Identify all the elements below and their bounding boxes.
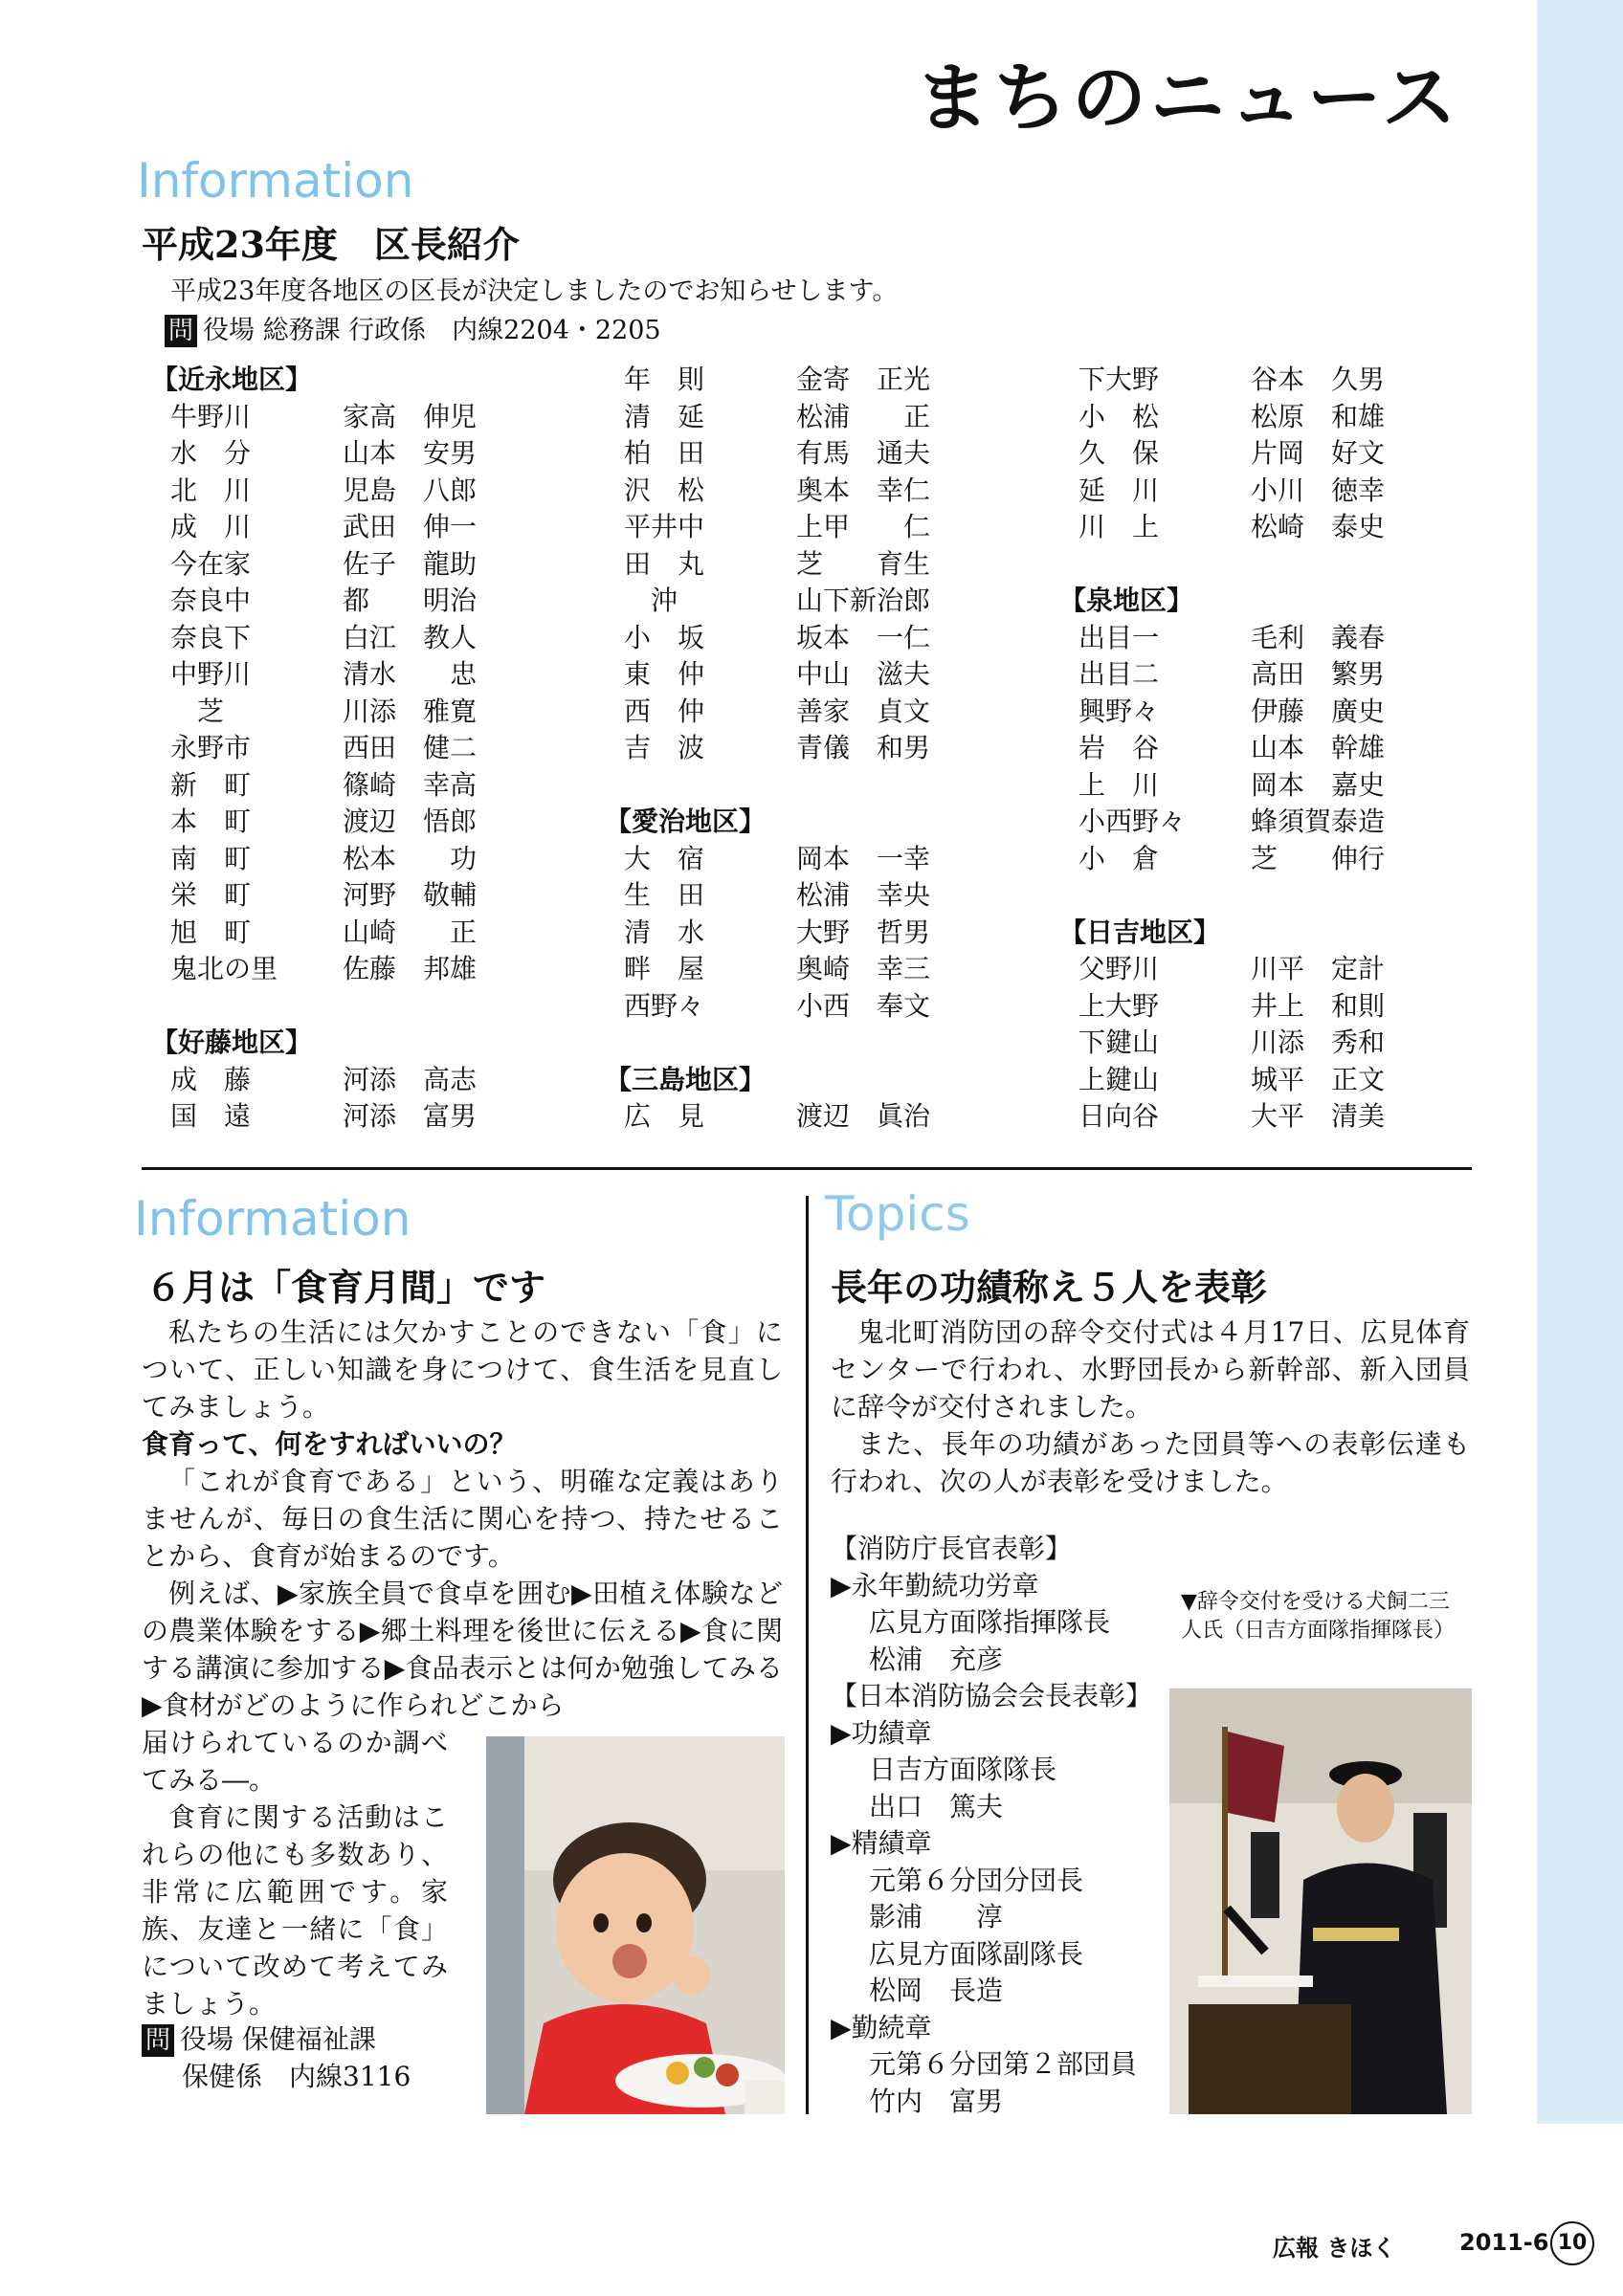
food-education-contact: [142, 2020, 448, 2095]
head-name: 伊藤 廣史: [1251, 695, 1386, 727]
district-heading: [605, 1062, 1026, 1099]
award-heading: ▶精績章: [831, 1827, 932, 1859]
area-name: 広 見: [624, 1100, 705, 1132]
area-name: 南 町: [170, 842, 252, 874]
district-row: [170, 399, 572, 436]
district-row: [170, 951, 572, 988]
area-name: 興野々: [1078, 695, 1160, 727]
head-name: 篠崎 幸高: [343, 768, 478, 801]
food-education-body-narrow: [142, 1724, 448, 2022]
head-name: 松本 功: [343, 842, 478, 874]
head-name: 青儀 和男: [796, 732, 931, 763]
area-name: 出目一: [1078, 621, 1160, 653]
district-row: [1078, 951, 1480, 988]
footer-issue: 2011-6: [1459, 2229, 1549, 2256]
area-name: 牛野川: [170, 400, 252, 432]
area-name: 清 水: [624, 916, 705, 948]
child-eating-photo: [486, 1736, 785, 2114]
ceremony-photo-illustration: [1169, 1689, 1472, 2114]
award-heading: ▶永年勤続功労章: [831, 1569, 1039, 1601]
district-row: [1078, 473, 1480, 510]
award-entry: 出口 篤夫: [869, 1790, 1004, 1822]
area-name: 大 宿: [624, 842, 705, 874]
area-name: 小 松: [1078, 400, 1160, 432]
district-row: [624, 730, 1026, 767]
district-row: [170, 435, 572, 473]
district-heading: [151, 1025, 572, 1062]
head-name: 芝 育生: [796, 547, 931, 580]
district-column-2: [605, 362, 1026, 1136]
district-heads-headline: 平成23年度 区長紹介: [142, 223, 520, 266]
head-name: 西田 健二: [343, 732, 478, 763]
area-name: 奈良下: [170, 621, 252, 653]
district-row: [624, 620, 1026, 657]
district-row: [1078, 362, 1480, 399]
food-education-p4: 食育に関する活動はこれらの他にも多数あり、非常に広範囲です。家族、友達と一緒に「食」について改めて考えてみましょう。: [142, 1801, 448, 2020]
head-name: 山本 安男: [343, 437, 478, 469]
district-row: [1078, 988, 1480, 1026]
head-name: 芝 伸行: [1251, 842, 1386, 874]
contact-line-2: 保健係 内線3116: [182, 2061, 411, 2092]
area-name: 旭 町: [170, 916, 252, 948]
district-row: [624, 1098, 1026, 1136]
district-row: [1078, 730, 1480, 767]
spacer-row: [170, 988, 572, 1026]
head-name: 山下新治郎: [796, 585, 931, 616]
district-row: [170, 620, 572, 657]
area-name: 出目二: [1078, 658, 1160, 690]
area-name: 水 分: [170, 437, 252, 469]
district-heads-intro: 平成23年度各地区の区長が決定しましたのでお知らせします。: [170, 276, 899, 306]
head-name: 家高 伸児: [343, 400, 478, 432]
area-name: 生 田: [624, 879, 705, 911]
award-entry: 元第６分団第２部団員: [869, 2048, 1138, 2080]
area-name: 柏 田: [624, 437, 705, 469]
head-name: 山崎 正: [343, 916, 478, 948]
district-row: [170, 915, 572, 952]
district-row: [1078, 694, 1480, 731]
page-number: 10: [1550, 2221, 1594, 2265]
head-name: 上甲 仁: [796, 511, 931, 542]
area-name: 上大野: [1078, 989, 1160, 1022]
district-row: [170, 1062, 572, 1099]
head-name: 坂本 一仁: [796, 621, 931, 653]
spacer-row: [1078, 877, 1480, 915]
spacer-row: [624, 767, 1026, 805]
award-heading: 【消防庁長官表彰】: [831, 1533, 1073, 1564]
area-name: 奈良中: [170, 585, 252, 616]
district-heading-text: 【泉地区】: [1059, 585, 1194, 616]
district-row: [170, 730, 572, 767]
district-heading-text: 【好藤地区】: [151, 1027, 313, 1058]
head-name: 大野 哲男: [796, 916, 931, 948]
award-list: [831, 1531, 1175, 2120]
food-education-p1: 私たちの生活には欠かすことのできない「食」について、正しい知識を身につけて、食生活を見直してみましょう。: [142, 1316, 783, 1423]
horizontal-divider: [142, 1167, 1472, 1170]
area-name: 芝: [170, 695, 225, 727]
head-name: 川添 秀和: [1251, 1027, 1386, 1058]
district-row: [624, 473, 1026, 510]
head-name: 児島 八郎: [343, 474, 478, 506]
area-name: 畔 屋: [624, 953, 705, 984]
award-entry: 松浦 充彦: [869, 1643, 1004, 1675]
award-entry: 元第６分団分団長: [869, 1864, 1084, 1896]
area-name: 下大野: [1078, 364, 1160, 395]
commendation-body: [831, 1314, 1470, 1500]
area-name: 下鍵山: [1078, 1027, 1160, 1058]
head-name: 城平 正文: [1251, 1063, 1386, 1095]
award-entry: 日吉方面隊隊長: [869, 1754, 1057, 1785]
head-name: 清水 忠: [343, 658, 478, 690]
head-name: 谷本 久男: [1251, 364, 1386, 395]
head-name: 松原 和雄: [1251, 400, 1386, 432]
head-name: 中山 滋夫: [796, 658, 931, 690]
head-name: 岡本 一幸: [796, 842, 931, 874]
district-row: [1078, 620, 1480, 657]
district-heading-text: 【近永地区】: [151, 364, 313, 395]
head-name: 渡辺 眞治: [796, 1100, 931, 1132]
head-name: 奥本 幸仁: [796, 474, 931, 506]
area-name: 父野川: [1078, 953, 1160, 984]
contact-line-1: 役場 保健福祉課: [180, 2023, 376, 2055]
head-name: 小西 奉文: [796, 989, 931, 1022]
commendation-p1: 鬼北町消防団の辞令交付式は４月17日、広見体育センターで行われ、水野団長から新幹部、新入団員に辞令が交付されました。: [831, 1316, 1470, 1423]
award-entry: 影浦 淳: [869, 1901, 1004, 1932]
district-column-1: [151, 362, 572, 1136]
district-heading-text: 【三島地区】: [605, 1063, 767, 1095]
district-heading-text: 【愛治地区】: [605, 806, 767, 837]
award-entry: 広見方面隊副隊長: [869, 1937, 1084, 1970]
district-row: [1078, 1098, 1480, 1136]
head-name: 河添 富男: [343, 1100, 478, 1132]
area-name: 延 川: [1078, 474, 1160, 506]
head-name: 片岡 好文: [1251, 437, 1386, 469]
district-row: [170, 473, 572, 510]
district-row: [624, 583, 1026, 620]
district-row: [1078, 1025, 1480, 1062]
district-row: [624, 656, 1026, 694]
child-photo-illustration: [486, 1736, 785, 2114]
head-name: 毛利 義春: [1251, 621, 1386, 653]
head-name: 武田 伸一: [343, 511, 478, 542]
head-name: 川平 定計: [1251, 953, 1386, 984]
area-name: 久 保: [1078, 437, 1160, 469]
head-name: 小川 徳幸: [1251, 474, 1386, 506]
award-entry: 広見方面隊指揮隊長: [869, 1606, 1111, 1638]
section-label-information: Information: [137, 153, 414, 209]
award-heading: ▶功績章: [831, 1716, 932, 1749]
district-heading: [1059, 583, 1480, 620]
district-row: [170, 767, 572, 805]
district-row: [170, 546, 572, 584]
head-name: 岡本 嘉史: [1251, 768, 1386, 801]
area-name: 永野市: [170, 732, 252, 763]
district-heading: [1059, 915, 1480, 952]
area-name: 成 川: [170, 511, 252, 542]
area-name: 北 川: [170, 474, 252, 506]
district-row: [624, 546, 1026, 584]
area-name: 吉 波: [624, 732, 705, 763]
area-name: 日向谷: [1078, 1100, 1160, 1132]
district-row: [170, 804, 572, 841]
head-name: 佐子 龍助: [343, 547, 478, 580]
head-name: 奥崎 幸三: [796, 953, 931, 984]
district-row: [624, 841, 1026, 878]
food-education-headline: ６月は「食育月間」です: [145, 1266, 546, 1309]
area-name: 清 延: [624, 400, 705, 432]
district-row: [1078, 804, 1480, 841]
page-title: まちのニュース: [914, 55, 1460, 142]
food-education-p2: 「これが食育である」という、明確な定義はありませんが、毎日の食生活に関心を持つ、持たせることから、食育が始まるのです。: [142, 1466, 783, 1572]
area-name: 新 町: [170, 768, 252, 801]
district-row: [170, 656, 572, 694]
district-row: [170, 694, 572, 731]
commendation-p2: また、長年の功績があった団員等への表彰伝達も行われ、次の人が表彰を受けました。: [831, 1428, 1470, 1497]
photo-caption: ▼辞令交付を受ける犬飼二三人氏（日吉方面隊指揮隊長）: [1181, 1590, 1456, 1643]
section-label-topics: Topics: [825, 1186, 970, 1242]
area-name: 上鍵山: [1078, 1063, 1160, 1095]
head-name: 河野 敬輔: [343, 879, 478, 911]
area-name: 小 坂: [624, 621, 705, 653]
district-row: [170, 509, 572, 546]
award-entry: 竹内 富男: [869, 2085, 1004, 2117]
district-row: [624, 915, 1026, 952]
food-education-subhead: 食育って、何をすればいいの？: [142, 1428, 517, 1460]
district-heading-text: 【日吉地区】: [1059, 916, 1221, 948]
fire-ceremony-photo: [1169, 1689, 1472, 2114]
award-entry: 松岡 長造: [869, 1975, 1004, 2006]
district-row: [170, 841, 572, 878]
area-name: 上 川: [1078, 768, 1160, 801]
area-name: 栄 町: [170, 879, 252, 911]
district-heading: [605, 804, 1026, 841]
area-name: 東 仲: [624, 658, 705, 690]
district-row: [1078, 767, 1480, 805]
head-name: 川添 雅寛: [343, 695, 478, 727]
food-education-p3: 例えば、▶家族全員で食卓を囲む▶田植え体験などの農業体験をする▶郷土料理を後世に伝える▶食に関する講演に参加する▶食品表示とは何か勉強してみる▶食材がどのように作られどこから: [142, 1578, 783, 1721]
commendation-headline: 長年の功績称え５人を表彰: [831, 1266, 1268, 1309]
district-row: [624, 435, 1026, 473]
district-heads-contact: [165, 312, 661, 350]
area-name: 本 町: [170, 806, 252, 837]
district-row: [624, 362, 1026, 399]
area-name: 田 丸: [624, 547, 705, 580]
district-row: [1078, 435, 1480, 473]
head-name: 佐藤 邦雄: [343, 953, 478, 984]
contact-text: 役場 総務課 行政係 内線2204・2205: [203, 316, 661, 345]
district-row: [624, 399, 1026, 436]
district-row: [170, 1098, 572, 1136]
district-row: [624, 694, 1026, 731]
head-name: 蜂須賀泰造: [1251, 806, 1386, 837]
side-color-band: [1537, 0, 1623, 2124]
district-heading: [151, 362, 572, 399]
area-name: 中野川: [170, 658, 252, 690]
district-row: [1078, 656, 1480, 694]
head-name: 都 明治: [343, 585, 478, 616]
district-row: [624, 951, 1026, 988]
area-name: 小西野々: [1078, 806, 1187, 837]
head-name: 松浦 幸央: [796, 879, 931, 911]
district-column-3: [1059, 362, 1480, 1136]
head-name: 松崎 泰史: [1251, 511, 1386, 542]
food-education-p3-cont: 届けられているのか調べてみる―。: [142, 1727, 448, 1796]
footer-publication: 広報 きほく: [1273, 2235, 1396, 2262]
area-name: 国 遠: [170, 1100, 252, 1132]
area-name: 小 倉: [1078, 842, 1160, 874]
district-row: [624, 509, 1026, 546]
district-row: [170, 583, 572, 620]
spacer-row: [624, 1025, 1026, 1062]
award-heading: ▶勤続章: [831, 2011, 932, 2043]
head-name: 山本 幹雄: [1251, 732, 1386, 763]
area-name: 西 仲: [624, 695, 705, 727]
area-name: 成 藤: [170, 1063, 252, 1095]
district-row: [1078, 399, 1480, 436]
area-name: 岩 谷: [1078, 732, 1160, 763]
area-name: 鬼北の里: [170, 953, 278, 984]
inquiry-mark: 問: [165, 315, 197, 347]
district-row: [170, 877, 572, 915]
spacer-row: [1078, 546, 1480, 584]
inquiry-mark-2: 問: [142, 2024, 174, 2057]
area-name: 沢 松: [624, 474, 705, 506]
head-name: 有馬 通夫: [796, 437, 931, 469]
district-row: [624, 877, 1026, 915]
head-name: 河添 高志: [343, 1063, 478, 1095]
head-name: 渡辺 悟郎: [343, 806, 478, 837]
district-row: [1078, 841, 1480, 878]
district-row: [624, 988, 1026, 1026]
area-name: 年 則: [624, 364, 705, 395]
section-label-information-2: Information: [134, 1191, 411, 1247]
head-name: 井上 和則: [1251, 989, 1386, 1022]
food-education-body: [142, 1314, 783, 1724]
area-name: 西野々: [624, 989, 705, 1022]
district-row: [1078, 509, 1480, 546]
area-name: 川 上: [1078, 511, 1160, 542]
vertical-divider: [806, 1196, 809, 2114]
head-name: 松浦 正: [796, 400, 931, 432]
award-heading: 【日本消防協会会長表彰】: [831, 1680, 1153, 1711]
area-name: 沖: [624, 585, 678, 616]
district-row: [1078, 1062, 1480, 1099]
head-name: 金寄 正光: [796, 364, 931, 395]
head-name: 善家 貞文: [796, 695, 931, 727]
head-name: 高田 繁男: [1251, 658, 1386, 690]
area-name: 平井中: [624, 511, 705, 542]
head-name: 大平 清美: [1251, 1100, 1386, 1132]
head-name: 白江 教人: [343, 621, 478, 653]
area-name: 今在家: [170, 547, 252, 580]
